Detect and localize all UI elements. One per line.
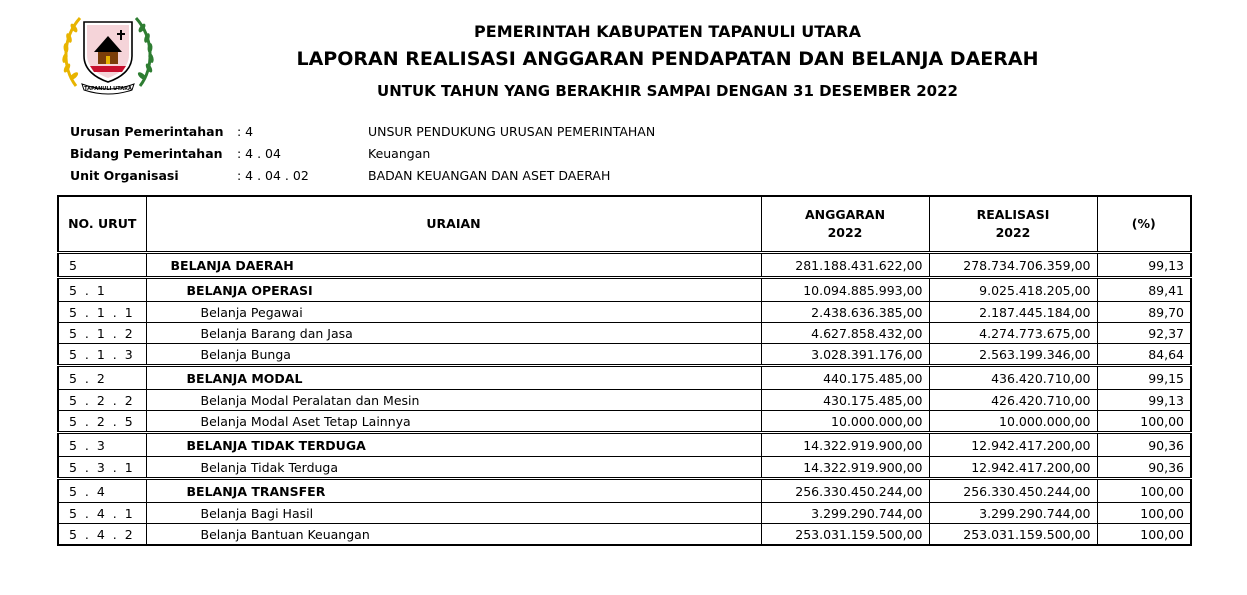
header-realisasi-label: REALISASI [976, 207, 1050, 222]
meta-value: : 4 [237, 124, 254, 139]
row-pct: 90,36 [1097, 457, 1191, 479]
meta-desc: BADAN KEUANGAN DAN ASET DAERAH [368, 168, 611, 183]
row-realisasi: 3.299.290.744,00 [929, 503, 1097, 524]
row-name: BELANJA MODAL [146, 366, 761, 390]
header-anggaran-label: ANGGARAN [804, 207, 886, 222]
table-row [58, 253, 1191, 278]
row-pct: 89,70 [1097, 302, 1191, 323]
table-row [58, 479, 1191, 503]
report-title: LAPORAN REALISASI ANGGARAN PENDAPATAN DAN BELANJA DAERAH [296, 48, 1039, 70]
regency-emblem-logo [54, 8, 162, 96]
row-realisasi: 10.000.000,00 [929, 411, 1097, 433]
meta-unit [70, 165, 770, 187]
row-realisasi: 2.187.445.184,00 [929, 302, 1097, 323]
row-name: Belanja Modal Aset Tetap Lainnya [146, 411, 761, 433]
row-pct: 100,00 [1097, 411, 1191, 433]
table-header-row [58, 196, 1191, 253]
row-anggaran: 253.031.159.500,00 [761, 524, 929, 546]
table-row [58, 411, 1191, 433]
row-anggaran: 10.000.000,00 [761, 411, 929, 433]
row-name: BELANJA DAERAH [146, 253, 761, 278]
row-anggaran: 14.322.919.900,00 [761, 433, 929, 457]
row-name: Belanja Barang dan Jasa [146, 323, 761, 344]
row-anggaran: 2.438.636.385,00 [761, 302, 929, 323]
header-anggaran-year: 2022 [827, 225, 863, 240]
row-anggaran: 256.330.450.244,00 [761, 479, 929, 503]
row-pct: 100,00 [1097, 524, 1191, 546]
row-pct: 84,64 [1097, 344, 1191, 366]
table-row [58, 323, 1191, 344]
meta-desc: UNSUR PENDUKUNG URUSAN PEMERINTAHAN [368, 124, 656, 139]
header-pct: (%) [1097, 196, 1191, 253]
row-code: 5 . 2 . 2 [58, 390, 146, 411]
row-code: 5 . 1 . 1 [58, 302, 146, 323]
government-title: PEMERINTAH KABUPATEN TAPANULI UTARA [474, 22, 861, 41]
table-row [58, 503, 1191, 524]
table-row [58, 457, 1191, 479]
row-code: 5 . 1 [58, 278, 146, 302]
row-name: Belanja Tidak Terduga [146, 457, 761, 479]
meta-label: Urusan Pemerintahan [70, 124, 224, 139]
row-code: 5 . 2 [58, 366, 146, 390]
row-pct: 99,13 [1097, 390, 1191, 411]
row-pct: 100,00 [1097, 479, 1191, 503]
ribbon-banner [82, 84, 134, 94]
row-realisasi: 436.420.710,00 [929, 366, 1097, 390]
row-realisasi: 253.031.159.500,00 [929, 524, 1097, 546]
row-anggaran: 4.627.858.432,00 [761, 323, 929, 344]
table-row [58, 344, 1191, 366]
budget-realization-table [57, 195, 1192, 546]
row-realisasi: 256.330.450.244,00 [929, 479, 1097, 503]
table-row [58, 278, 1191, 302]
row-code: 5 . 4 . 1 [58, 503, 146, 524]
table-row [58, 433, 1191, 457]
header-realisasi-year: 2022 [995, 225, 1031, 240]
row-code: 5 . 2 . 5 [58, 411, 146, 433]
row-realisasi: 4.274.773.675,00 [929, 323, 1097, 344]
row-pct: 99,13 [1097, 253, 1191, 278]
row-name: Belanja Bunga [146, 344, 761, 366]
row-code: 5 [58, 253, 146, 278]
row-realisasi: 12.942.417.200,00 [929, 457, 1097, 479]
row-name: Belanja Bagi Hasil [146, 503, 761, 524]
row-pct: 99,15 [1097, 366, 1191, 390]
meta-label: Bidang Pemerintahan [70, 146, 223, 161]
row-realisasi: 12.942.417.200,00 [929, 433, 1097, 457]
row-realisasi: 9.025.418.205,00 [929, 278, 1097, 302]
row-realisasi: 278.734.706.359,00 [929, 253, 1097, 278]
table-row [58, 390, 1191, 411]
meta-value: : 4 . 04 [237, 146, 281, 161]
row-name: Belanja Pegawai [146, 302, 761, 323]
row-anggaran: 3.299.290.744,00 [761, 503, 929, 524]
row-anggaran: 440.175.485,00 [761, 366, 929, 390]
row-name: Belanja Modal Peralatan dan Mesin [146, 390, 761, 411]
row-pct: 92,37 [1097, 323, 1191, 344]
table-row [58, 302, 1191, 323]
shield-icon [84, 22, 132, 82]
meta-bidang [70, 143, 770, 165]
row-code: 5 . 4 . 2 [58, 524, 146, 546]
row-name: BELANJA OPERASI [146, 278, 761, 302]
row-code: 5 . 3 . 1 [58, 457, 146, 479]
row-realisasi: 2.563.199.346,00 [929, 344, 1097, 366]
row-name: BELANJA TRANSFER [146, 479, 761, 503]
report-meta [70, 121, 770, 187]
row-name: BELANJA TIDAK TERDUGA [146, 433, 761, 457]
header-uraian: URAIAN [146, 196, 761, 253]
report-period: UNTUK TAHUN YANG BERAKHIR SAMPAI DENGAN 31 DESEMBER 2022 [377, 82, 958, 100]
meta-label: Unit Organisasi [70, 168, 179, 183]
header-realisasi [929, 196, 1097, 253]
row-anggaran: 3.028.391.176,00 [761, 344, 929, 366]
row-pct: 100,00 [1097, 503, 1191, 524]
table-row [58, 366, 1191, 390]
table-row [58, 524, 1191, 546]
row-pct: 90,36 [1097, 433, 1191, 457]
meta-urusan [70, 121, 770, 143]
row-anggaran: 430.175.485,00 [761, 390, 929, 411]
header-anggaran [761, 196, 929, 253]
row-code: 5 . 1 . 3 [58, 344, 146, 366]
row-code: 5 . 4 [58, 479, 146, 503]
row-code: 5 . 1 . 2 [58, 323, 146, 344]
row-realisasi: 426.420.710,00 [929, 390, 1097, 411]
ribbon-text: TAPANULI UTARA [84, 86, 132, 92]
row-name: Belanja Bantuan Keuangan [146, 524, 761, 546]
meta-desc: Keuangan [368, 146, 431, 161]
row-code: 5 . 3 [58, 433, 146, 457]
row-pct: 89,41 [1097, 278, 1191, 302]
header-no: NO. URUT [58, 196, 146, 253]
meta-value: : 4 . 04 . 02 [237, 168, 309, 183]
row-anggaran: 281.188.431.622,00 [761, 253, 929, 278]
row-anggaran: 14.322.919.900,00 [761, 457, 929, 479]
row-anggaran: 10.094.885.993,00 [761, 278, 929, 302]
